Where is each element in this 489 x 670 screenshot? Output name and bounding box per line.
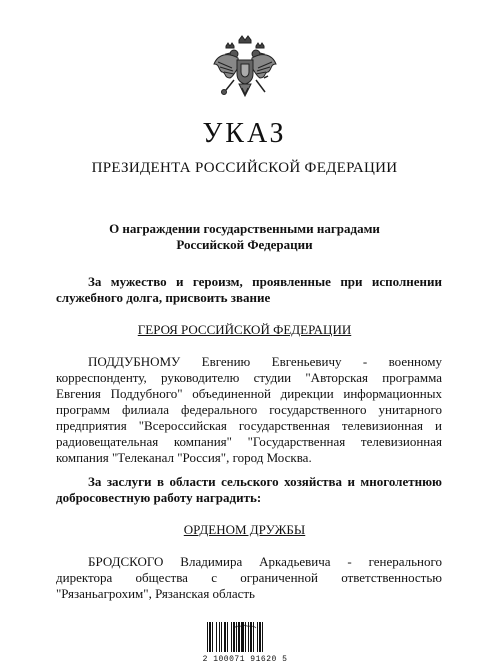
barcode-bar bbox=[227, 622, 228, 652]
barcode-bar bbox=[216, 622, 217, 652]
section2-intro bbox=[56, 474, 442, 506]
document-title: УКАЗ bbox=[202, 118, 287, 149]
decree-subject-line: О награждении государственными наградами bbox=[109, 221, 380, 236]
barcode-bar bbox=[212, 622, 213, 652]
section2-recipient-text: БРОДСКОГО Владимира Аркадьевича - генерального директора общества с ограниченной ответственностью "Рязаньагрохим", Рязанская область bbox=[56, 554, 442, 601]
barcode-bar bbox=[262, 622, 263, 652]
document-subtitle: ПРЕЗИДЕНТА РОССИЙСКОЙ ФЕДЕРАЦИИ bbox=[91, 160, 398, 176]
section2-recipient bbox=[56, 554, 442, 602]
barcode-bar bbox=[257, 622, 258, 652]
barcode-bar bbox=[221, 622, 222, 652]
section1-recipient-text: ПОДДУБНОМУ Евгению Евгеньевичу - военному корреспонденту, руководителю студии "Авторская программа Евгения Поддубного" объединенной дирекции информационных программ филиала федерального государственного унитарного предприятия "Всероссийская государственная телевизионная и радиовещательная компания" "Государственная телевизионная компания "Телеканал "Россия", город Москва. bbox=[56, 354, 442, 465]
section1-intro bbox=[56, 274, 442, 306]
barcode-bar bbox=[219, 622, 220, 652]
barcode-bar bbox=[233, 622, 235, 652]
decree-subject-line: Российской Федерации bbox=[176, 237, 313, 252]
section1-recipient bbox=[56, 354, 442, 466]
barcode-bar bbox=[236, 622, 237, 652]
barcode-bar bbox=[231, 622, 232, 652]
section1-intro-text: За мужество и героизм, проявленные при исполнении служебного долга, присвоить звание bbox=[56, 274, 442, 305]
barcode-bar bbox=[248, 622, 249, 652]
coat-of-arms-icon bbox=[212, 34, 278, 102]
barcode-bar bbox=[209, 622, 211, 652]
barcode-bar bbox=[250, 622, 252, 652]
decree-subject bbox=[0, 221, 489, 253]
section1-award: ГЕРОЯ РОССИЙСКОЙ ФЕДЕРАЦИИ bbox=[137, 322, 352, 337]
barcode-bar bbox=[259, 622, 261, 652]
barcode-bar bbox=[207, 622, 208, 652]
barcode-number: 2 100071 91620 5 bbox=[202, 655, 288, 664]
barcode-bar bbox=[245, 622, 246, 652]
barcode-bar bbox=[238, 622, 240, 652]
barcode-bar bbox=[241, 622, 244, 652]
section2-award: ОРДЕНОМ ДРУЖБЫ bbox=[183, 522, 306, 537]
barcode-bar bbox=[253, 622, 254, 652]
barcode-bar bbox=[224, 622, 226, 652]
section2-intro-text: За заслуги в области сельского хозяйства и многолетнюю добросовестную работу наградить: bbox=[56, 474, 442, 505]
